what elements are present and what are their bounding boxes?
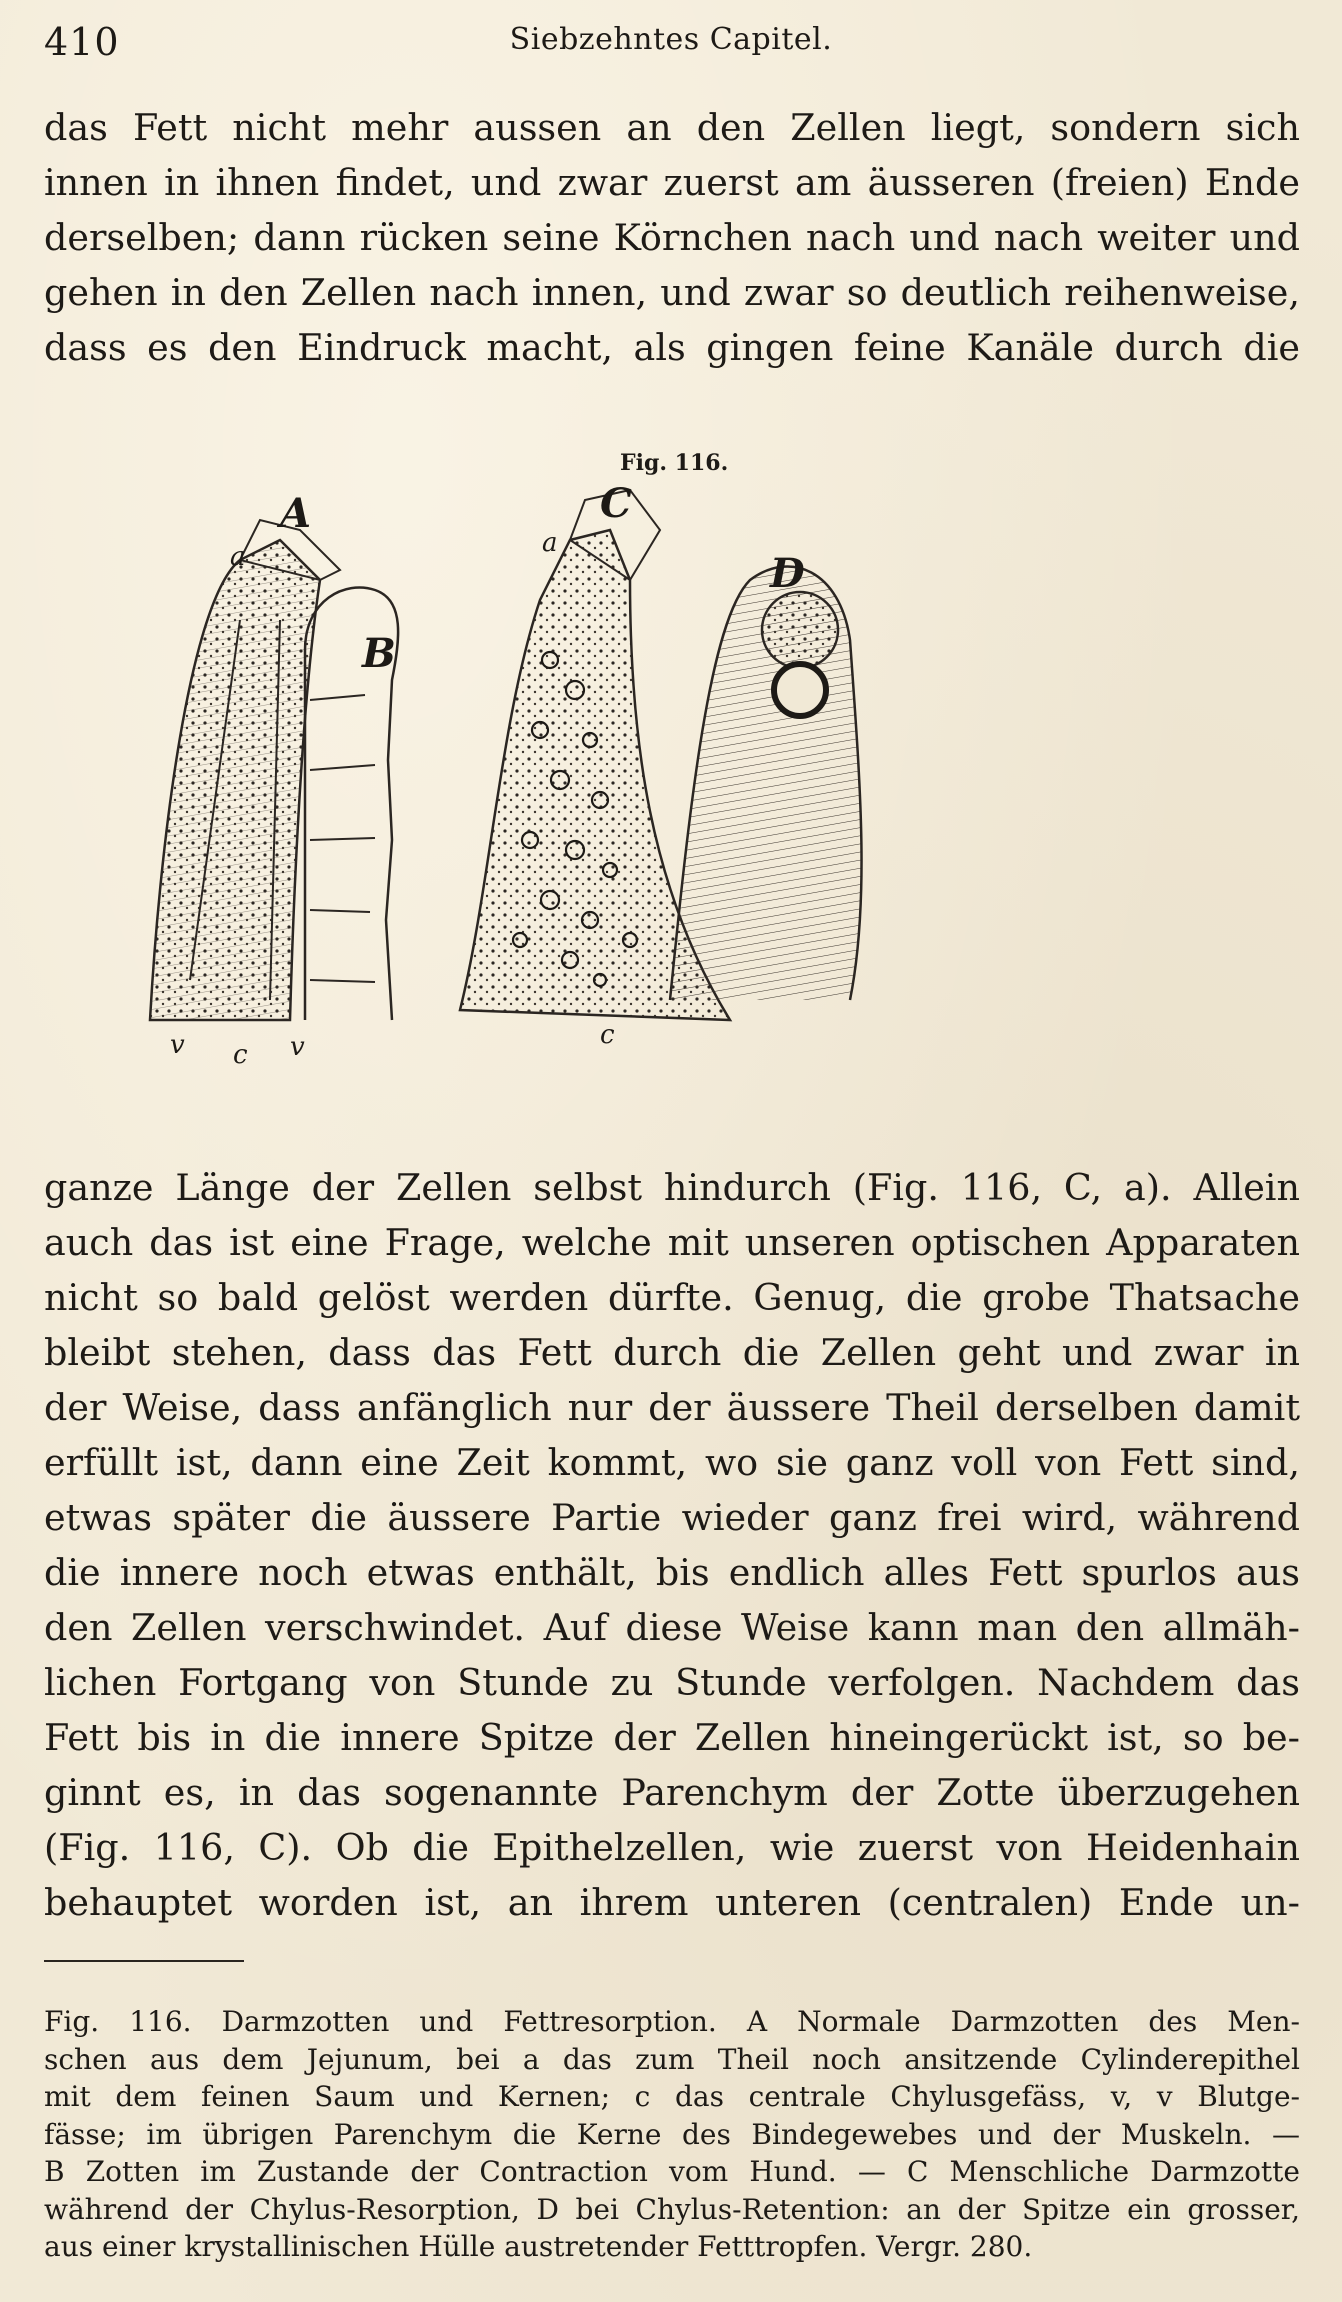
text-line: innen in ihnen findet, und zwar zuerst am äusseren (freien) Ende xyxy=(44,161,1300,204)
text-line: behauptet worden ist, an ihrem unteren (centralen) Ende un- xyxy=(44,1881,1300,1924)
mark-a-in-a: a xyxy=(230,542,246,572)
paragraph-top xyxy=(44,100,1300,375)
panel-label-a: A xyxy=(280,490,312,537)
running-head: Siebzehntes Capitel. xyxy=(509,22,833,57)
text-line: ganze Länge der Zellen selbst hindurch (Fig. 116, C, a). Allein xyxy=(44,1166,1300,1209)
page-number: 410 xyxy=(44,20,120,64)
mark-v1: v xyxy=(170,1030,185,1060)
text-line: der Weise, dass anfänglich nur der äussere Theil derselben damit xyxy=(44,1386,1300,1429)
text-line: auch das ist eine Frage, welche mit unseren optischen Apparaten xyxy=(44,1221,1300,1264)
paragraph-bottom xyxy=(44,1160,1300,1930)
panel-label-c: C xyxy=(600,480,632,527)
panel-label-b: B xyxy=(362,630,396,677)
mark-c-in-c: c xyxy=(600,1020,615,1050)
caption-line: fässe; im übrigen Parenchym die Kerne des Bindegewebes und der Muskeln. — xyxy=(44,2117,1300,2151)
mark-a-in-c: a xyxy=(542,528,558,558)
text-line: lichen Fortgang von Stunde zu Stunde verfolgen. Nachdem das xyxy=(44,1661,1300,1704)
caption-line: aus einer krystallinischen Hülle austretender Fetttropfen. Vergr. 280. xyxy=(44,2230,1033,2263)
figure-caption xyxy=(44,2003,1300,2266)
text-line: bleibt stehen, dass das Fett durch die Zellen geht und zwar in xyxy=(44,1331,1300,1374)
text-line: derselben; dann rücken seine Körnchen nach und nach weiter und xyxy=(44,216,1300,259)
figure-label: Fig. 116. xyxy=(620,450,729,476)
mark-c-in-a: c xyxy=(233,1040,248,1070)
figure-116 xyxy=(130,420,1250,1080)
text-line: den Zellen verschwindet. Auf diese Weise kann man den allmäh- xyxy=(44,1606,1300,1649)
page-header xyxy=(44,14,1298,74)
text-line: (Fig. 116, C). Ob die Epithelzellen, wie zuerst von Heidenhain xyxy=(44,1826,1300,1869)
text-line: gehen in den Zellen nach innen, und zwar so deutlich reihenweise, xyxy=(44,271,1300,314)
text-line: ginnt es, in das sogenannte Parenchym der Zotte überzugehen xyxy=(44,1771,1300,1814)
caption-line: schen aus dem Jejunum, bei a das zum Theil noch ansitzende Cylinderepithel xyxy=(44,2042,1300,2076)
text-line: das Fett nicht mehr aussen an den Zellen liegt, sondern sich xyxy=(44,106,1300,149)
caption-line: mit dem feinen Saum und Kernen; c das centrale Chylusgefäss, v, v Blutge- xyxy=(44,2080,1300,2113)
text-line: Fett bis in die innere Spitze der Zellen hineingerückt ist, so be- xyxy=(44,1716,1300,1759)
footnote-rule xyxy=(44,1960,244,1962)
text-line: erfüllt ist, dann eine Zeit kommt, wo sie ganz voll von Fett sind, xyxy=(44,1441,1300,1484)
caption-line: Fig. 116. Darmzotten und Fettresorption. A Normale Darmzotten des Men- xyxy=(44,2005,1300,2038)
text-line: dass es den Eindruck macht, als gingen feine Kanäle durch die xyxy=(44,326,1300,369)
text-line: nicht so bald gelöst werden dürfte. Genug, die grobe Thatsache xyxy=(44,1276,1300,1319)
panel-label-d: D xyxy=(770,550,805,597)
mark-v2: v xyxy=(290,1032,305,1062)
caption-line: B Zotten im Zustande der Contraction vom Hund. — C Menschliche Darmzotte xyxy=(44,2155,1300,2188)
villus-d xyxy=(670,567,862,1001)
text-line: die innere noch etwas enthält, bis endlich alles Fett spurlos aus xyxy=(44,1551,1300,1594)
text-line: etwas später die äussere Partie wieder ganz frei wird, während xyxy=(44,1496,1300,1539)
caption-line: während der Chylus-Resorption, D bei Chylus-Retention: an der Spitze ein grosser, xyxy=(44,2192,1300,2226)
